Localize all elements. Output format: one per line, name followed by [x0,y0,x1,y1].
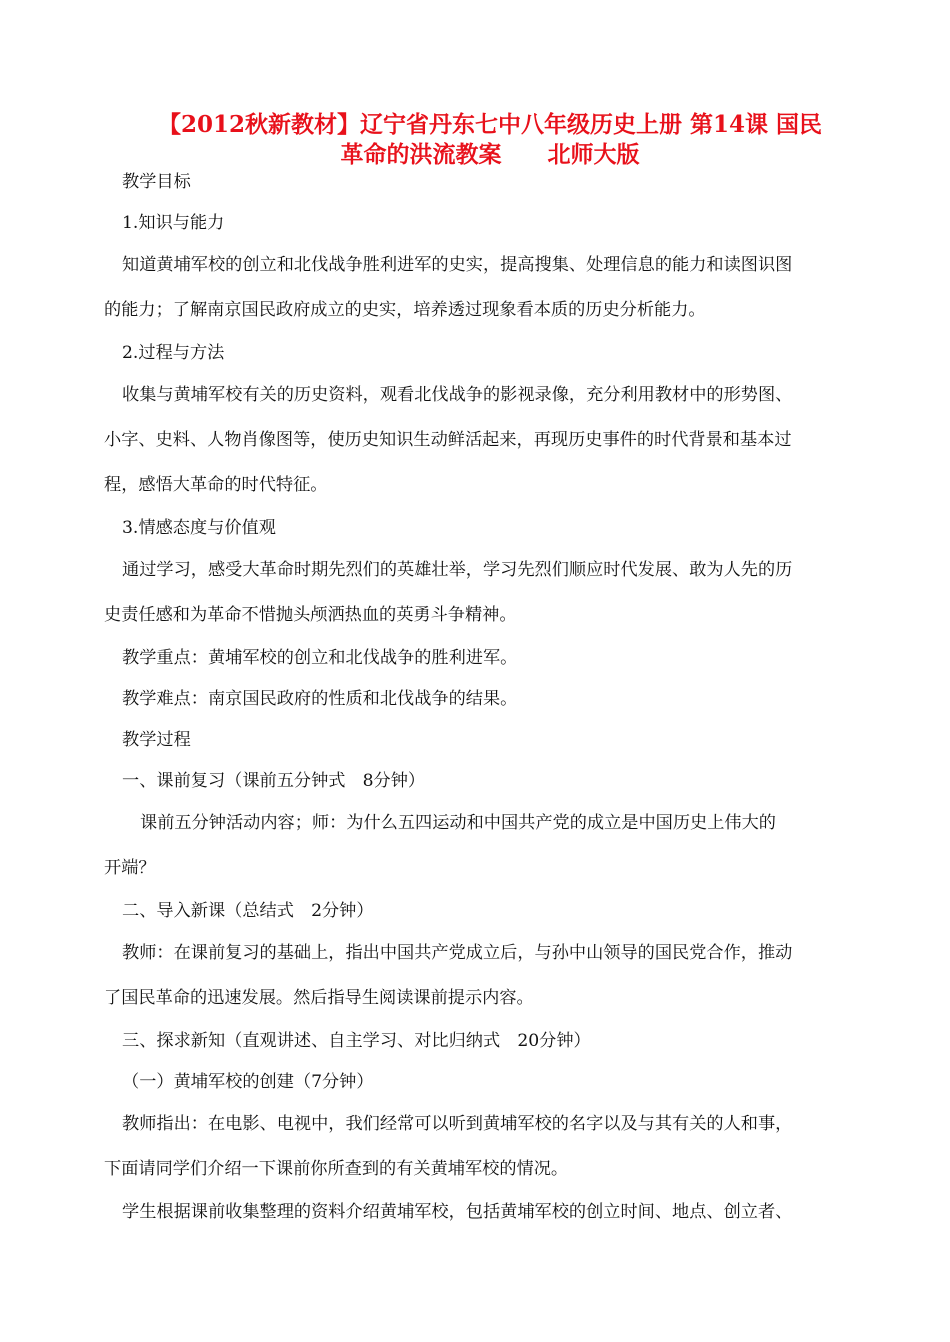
document-title-line-1: 【2012秋新教材】辽宁省丹东七中八年级历史上册 第14课 国民 [157,111,823,138]
difficult-point-line: 教学难点：南京国民政府的性质和北伐战争的结果。 [122,689,518,709]
paragraph-line: 开端？ [104,858,156,878]
subheading-values: 3.情感态度与价值观 [122,518,276,538]
paragraph-line: 史责任感和为革命不惜抛头颅洒热血的英勇斗争精神。 [104,605,517,625]
key-point-line: 教学重点：黄埔军校的创立和北伐战争的胜利进军。 [122,648,518,668]
document-title-line-2: 革命的洪流教案 北师大版 [340,141,640,168]
paragraph-line: 的能力；了解南京国民政府成立的史实，培养透过现象看本质的历史分析能力。 [104,300,706,320]
paragraph-line: 下面请同学们介绍一下课前你所查到的有关黄埔军校的情况。 [104,1159,569,1179]
paragraph-line: 学生根据课前收集整理的资料介绍黄埔军校，包括黄埔军校的创立时间、地点、创立者、 [122,1202,793,1222]
paragraph-line: 知道黄埔军校的创立和北伐战争胜利进军的史实，提高搜集、处理信息的能力和读图识图 [122,255,793,275]
paragraph-line: 教师指出：在电影、电视中，我们经常可以听到黄埔军校的名字以及与其有关的人和事， [122,1114,793,1134]
paragraph-line: 小字、史料、人物肖像图等，使历史知识生动鲜活起来，再现历史事件的时代背景和基本过 [104,430,792,450]
section-heading-objectives: 教学目标 [122,172,191,192]
step-heading-explore: 三、探求新知（直观讲述、自主学习、对比归纳式 20分钟） [122,1031,591,1051]
section-heading-process: 教学过程 [122,730,191,750]
paragraph-line: 教师：在课前复习的基础上，指出中国共产党成立后，与孙中山领导的国民党合作，推动 [122,943,793,963]
paragraph-line: 收集与黄埔军校有关的历史资料，观看北伐战争的影视录像，充分利用教材中的形势图、 [122,385,793,405]
paragraph-line: 课前五分钟活动内容；师：为什么五四运动和中国共产党的成立是中国历史上伟大的 [140,813,776,833]
paragraph-line: 程，感悟大革命的时代特征。 [104,475,328,495]
paragraph-line: 了国民革命的迅速发展。然后指导生阅读课前提示内容。 [104,988,534,1008]
subheading-knowledge: 1.知识与能力 [122,213,225,233]
step-heading-review: 一、课前复习（课前五分钟式 8分钟） [122,771,426,791]
subsection-heading-whampoa: （一）黄埔军校的创建（7分钟） [122,1072,374,1092]
step-heading-intro: 二、导入新课（总结式 2分钟） [122,901,374,921]
paragraph-line: 通过学习，感受大革命时期先烈们的英雄壮举，学习先烈们顺应时代发展、敢为人先的历 [122,560,793,580]
subheading-process: 2.过程与方法 [122,343,225,363]
